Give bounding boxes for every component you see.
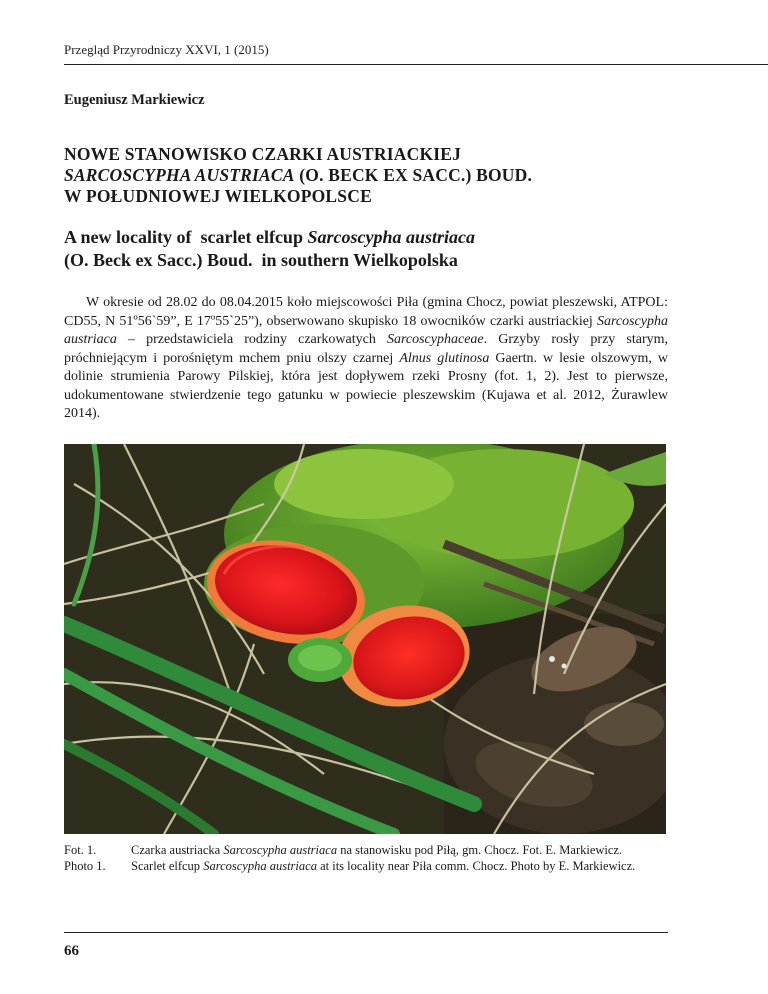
title-polish bbox=[64, 144, 704, 207]
title-polish-line2 bbox=[64, 165, 704, 186]
abstract-host-name: Alnus glutinosa bbox=[399, 350, 490, 366]
footer-rule bbox=[64, 932, 668, 933]
title-english-line1 bbox=[64, 226, 704, 249]
author: Eugeniusz Markiewicz bbox=[64, 92, 205, 108]
abstract-species-name: Sarcoscypha austriaca bbox=[64, 313, 668, 347]
title-polish-line3: W POŁUDNIOWEJ WIELKOPOLSCE bbox=[64, 186, 372, 206]
page-number: 66 bbox=[64, 943, 79, 959]
caption-english-species: Sarcoscypha austriaca bbox=[203, 859, 317, 873]
title-english bbox=[64, 226, 704, 272]
abstract-text-1: W okresie od 28.02 do 08.04.2015 koło miejscowości Piła (gmina Chocz, powiat pleszewski, ATPOL: CD55, N 51º56`59”, E 17º55`25”), obserwowano skupisko 18 owocników czarki austriackiej bbox=[64, 295, 668, 329]
title-polish-authority: (O. BECK EX SACC.) BOUD. bbox=[294, 165, 533, 185]
caption-polish-species: Sarcoscypha austriaca bbox=[223, 843, 338, 857]
caption-polish bbox=[64, 842, 668, 858]
title-english-line2: (O. Beck ex Sacc.) Boud. in southern Wielkopolska bbox=[64, 250, 458, 270]
caption-english-text-b: at its locality near Piła comm. Chocz. Photo by E. Markiewicz. bbox=[316, 859, 636, 873]
caption-polish-text-b: na stanowisku pod Piłą, gm. Chocz. Fot. E. Markiewicz. bbox=[337, 843, 623, 857]
figure-caption bbox=[64, 842, 668, 874]
title-polish-species: SARCOSCYPHA AUSTRIACA bbox=[64, 165, 295, 185]
running-head: Przegląd Przyrodniczy XXVI, 1 (2015) bbox=[64, 42, 269, 57]
caption-polish-text-a: Czarka austriacka bbox=[131, 843, 224, 857]
photo-scarlet-elfcup bbox=[64, 444, 666, 834]
caption-english-text-a: Scarlet elfcup bbox=[131, 859, 204, 873]
header-rule bbox=[64, 64, 768, 65]
caption-english-text bbox=[131, 858, 668, 874]
abstract-family-name: Sarcoscyphaceae bbox=[386, 332, 484, 347]
caption-english-label: Photo 1. bbox=[64, 859, 106, 873]
caption-polish-text bbox=[131, 842, 668, 858]
title-polish-line1: NOWE STANOWISKO CZARKI AUSTRIACKIEJ bbox=[64, 144, 462, 164]
title-english-species: Sarcoscypha austriaca bbox=[307, 227, 475, 247]
abstract-paragraph bbox=[64, 294, 668, 424]
title-english-start: A new locality of scarlet elfcup bbox=[64, 227, 308, 247]
abstract-text-2: – przedstawiciela rodziny czarkowatych bbox=[116, 332, 387, 347]
abstract-text-4: Gaertn. w lesie olszowym, w dolinie strumienia Parowy Pilskiej, która jest dopływem rzeki Prosny (fot. 1, 2). Jest to pierwsze, udokumentowane stwierdzenie tego gatunku w powiecie pleszewskim (Kujawa et al. 2012, Żurawlew 2014). bbox=[64, 350, 669, 421]
photo-illustration bbox=[64, 444, 666, 834]
abstract-text-3: . Grzyby rosły przy starym, próchniejącym i porośniętym mchem pniu olszy czarnej bbox=[64, 332, 669, 366]
caption-english bbox=[64, 858, 668, 874]
caption-polish-label: Fot. 1. bbox=[64, 843, 97, 857]
